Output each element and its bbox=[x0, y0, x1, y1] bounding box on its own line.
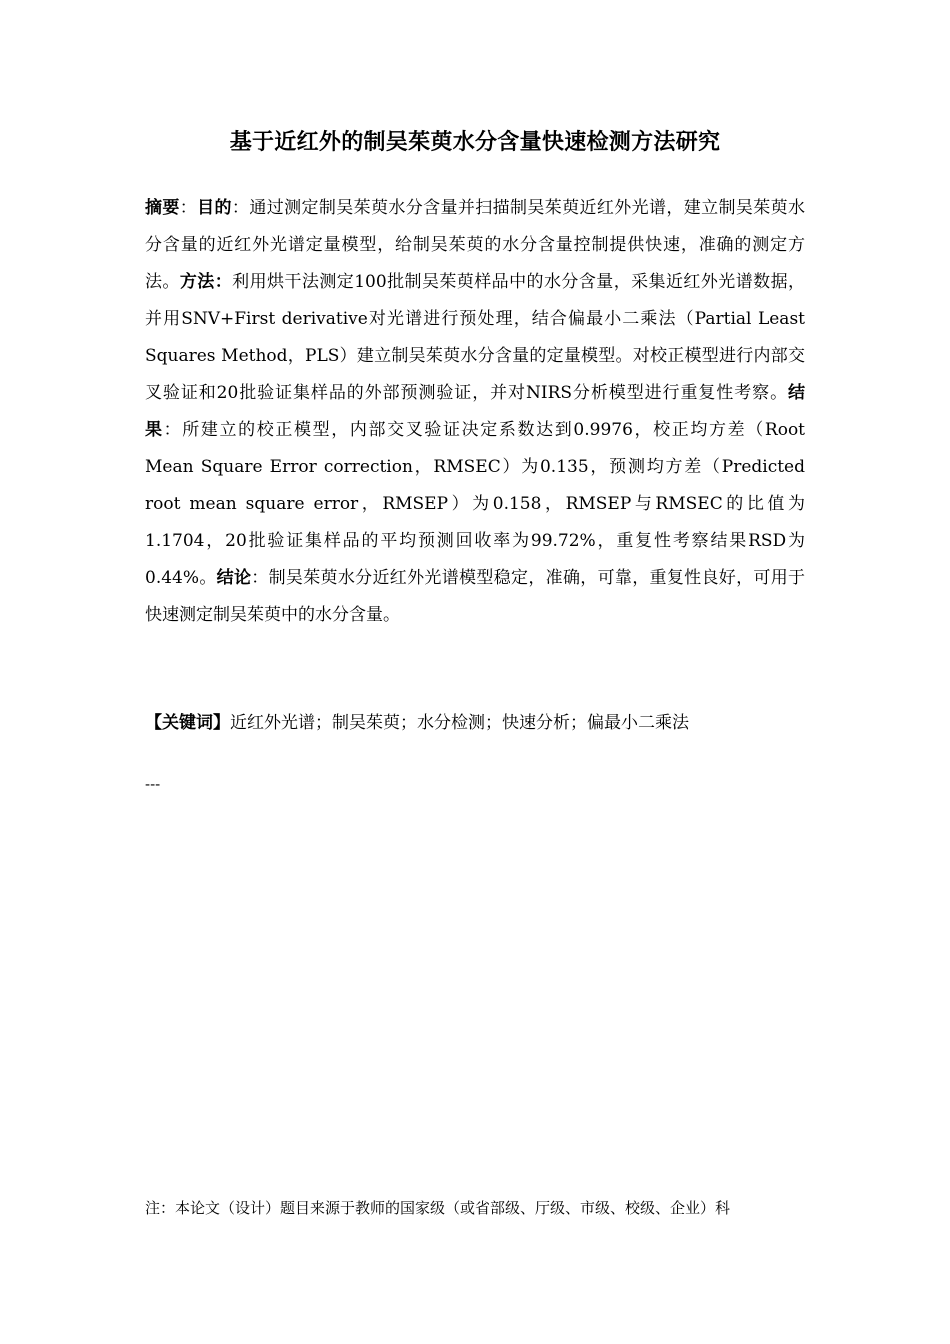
keywords-label: 【关键词】 bbox=[145, 713, 230, 733]
result-label: 结果 bbox=[145, 383, 805, 440]
abstract-paragraph bbox=[145, 190, 805, 634]
paper-title: 基于近红外的制吴茱萸水分含量快速检测方法研究 bbox=[229, 130, 721, 155]
purpose-text: 通过测定制吴茱萸水分含量并扫描制吴茱萸近红外光谱，建立制吴茱萸水分含量的近红外光谱定量模型，给制吴茱萸的水分含量控制提供快速，准确的测定方法。 bbox=[145, 198, 806, 292]
conclusion-label: 结论 bbox=[216, 568, 252, 588]
method-label: 方法： bbox=[179, 272, 233, 292]
abstract-label: 摘要 bbox=[145, 198, 180, 218]
footnote: 注：本论文（设计）题目来源于教师的国家级（或省部级、厅级、市级、校级、企业）科 bbox=[145, 1199, 731, 1217]
purpose-label: 目的 bbox=[197, 198, 232, 218]
result-colon: ： bbox=[163, 420, 183, 440]
method-text: 利用烘干法测定100批制吴茱萸样品中的水分含量，采集近红外光谱数据，并用SNV+First derivative对光谱进行预处理，结合偏最小二乘法（Partial Least Squares Method，PLS）建立制吴茱萸水分含量的定量模型。对校正模型进行内部交叉验证和20批验证集样品的外部预测验证，并对NIRS分析模型进行重复性考察。 bbox=[145, 272, 806, 403]
conclusion-text: 制吴茱萸水分近红外光谱模型稳定，准确，可靠，重复性良好，可用于快速测定制吴茱萸中的水分含量。 bbox=[145, 568, 806, 625]
keywords-line bbox=[145, 707, 805, 739]
conclusion-colon: ： bbox=[251, 568, 269, 588]
purpose-colon: ： bbox=[231, 198, 250, 218]
section-divider: --- bbox=[145, 775, 161, 793]
abstract-colon: ： bbox=[179, 198, 198, 218]
result-text: 所建立的校正模型，内部交叉验证决定系数达到0.9976，校正均方差（Root Mean Square Error correction，RMSEC）为0.135，预测均方差（Predicted root mean square error，RMSEP）为0.158，RMSEP与RMSEC的比值为1.1704，20批验证集样品的平均预测回收率为99.72%，重复性考察结果RSD为0.44%。 bbox=[145, 420, 806, 588]
keywords-text: 近红外光谱；制吴茱萸；水分检测；快速分析；偏最小二乘法 bbox=[230, 713, 689, 733]
